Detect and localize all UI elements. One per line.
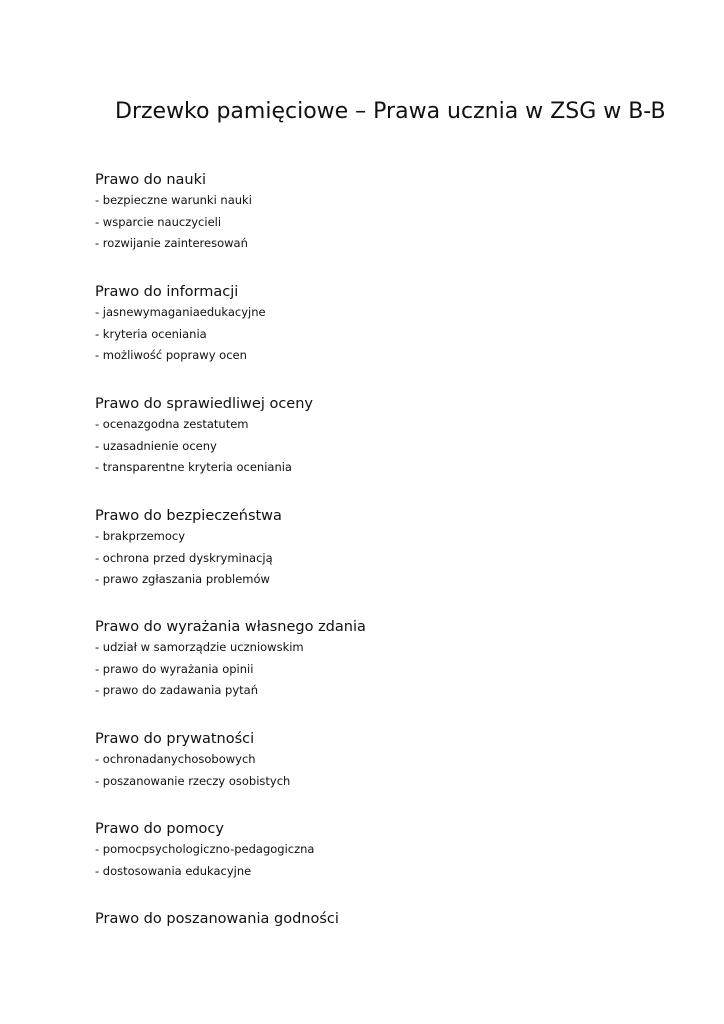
section-heading: Prawo do wyrażania własnego zdania xyxy=(95,619,366,635)
section-prawo-do-nauki xyxy=(95,170,695,255)
section-prawo-do-sprawiedliwej-oceny xyxy=(95,394,695,479)
list-item: - wsparcie nauczycieli xyxy=(95,214,222,229)
list-item: - ochronadanychosobowych xyxy=(95,752,256,766)
section-heading: Prawo do sprawiedliwej oceny xyxy=(95,396,313,412)
section-prawo-do-wyrazania-zdania xyxy=(95,617,695,702)
section-heading: Prawo do pomocy xyxy=(95,821,224,837)
section-heading: Prawo do nauki xyxy=(95,172,207,188)
list-item: - rozwijanie zainteresowań xyxy=(95,236,248,250)
list-item: - dostosowania edukacyjne xyxy=(95,863,252,878)
list-item: - kryteria oceniania xyxy=(95,326,207,341)
section-prawo-do-prywatnosci xyxy=(95,729,695,792)
section-prawo-do-bezpieczenstwa xyxy=(95,506,695,591)
list-item: - prawo do wyrażania opinii xyxy=(95,661,254,676)
list-item: - poszanowanie rzeczy osobistych xyxy=(95,773,291,788)
section-item-list xyxy=(95,637,695,702)
list-item: - prawo do zadawania pytań xyxy=(95,683,258,697)
section-item-list xyxy=(95,302,695,367)
list-item: - ochrona przed dyskryminacją xyxy=(95,550,273,565)
list-item: - pomocpsychologiczno-pedagogiczna xyxy=(95,842,315,856)
section-prawo-do-poszanowania-godnosci xyxy=(95,909,695,929)
list-item: - uzasadnienie oceny xyxy=(95,438,217,453)
list-item: - transparentne kryteria oceniania xyxy=(95,460,292,474)
list-item: - możliwość poprawy ocen xyxy=(95,348,247,362)
section-prawo-do-informacji xyxy=(95,282,695,367)
list-item: - udział w samorządzie uczniowskim xyxy=(95,640,304,654)
section-item-list xyxy=(95,414,695,479)
section-heading: Prawo do informacji xyxy=(95,284,239,300)
section-heading: Prawo do bezpieczeństwa xyxy=(95,508,282,524)
section-prawo-do-pomocy xyxy=(95,819,695,882)
list-item: - ocenazgodna zestatutem xyxy=(95,417,249,431)
document-title: Drzewko pamięciowe – Prawa ucznia w ZSG w B-B xyxy=(115,99,666,124)
section-item-list xyxy=(95,749,695,792)
list-item: - jasnewymaganiaedukacyjne xyxy=(95,305,266,319)
section-item-list xyxy=(95,526,695,591)
section-item-list xyxy=(95,190,695,255)
list-item: - brakprzemocy xyxy=(95,529,186,543)
list-item: - bezpieczne warunki nauki xyxy=(95,193,252,207)
section-heading: Prawo do prywatności xyxy=(95,731,255,747)
section-item-list xyxy=(95,839,695,882)
list-item: - prawo zgłaszania problemów xyxy=(95,572,270,586)
section-heading: Prawo do poszanowania godności xyxy=(95,911,339,927)
